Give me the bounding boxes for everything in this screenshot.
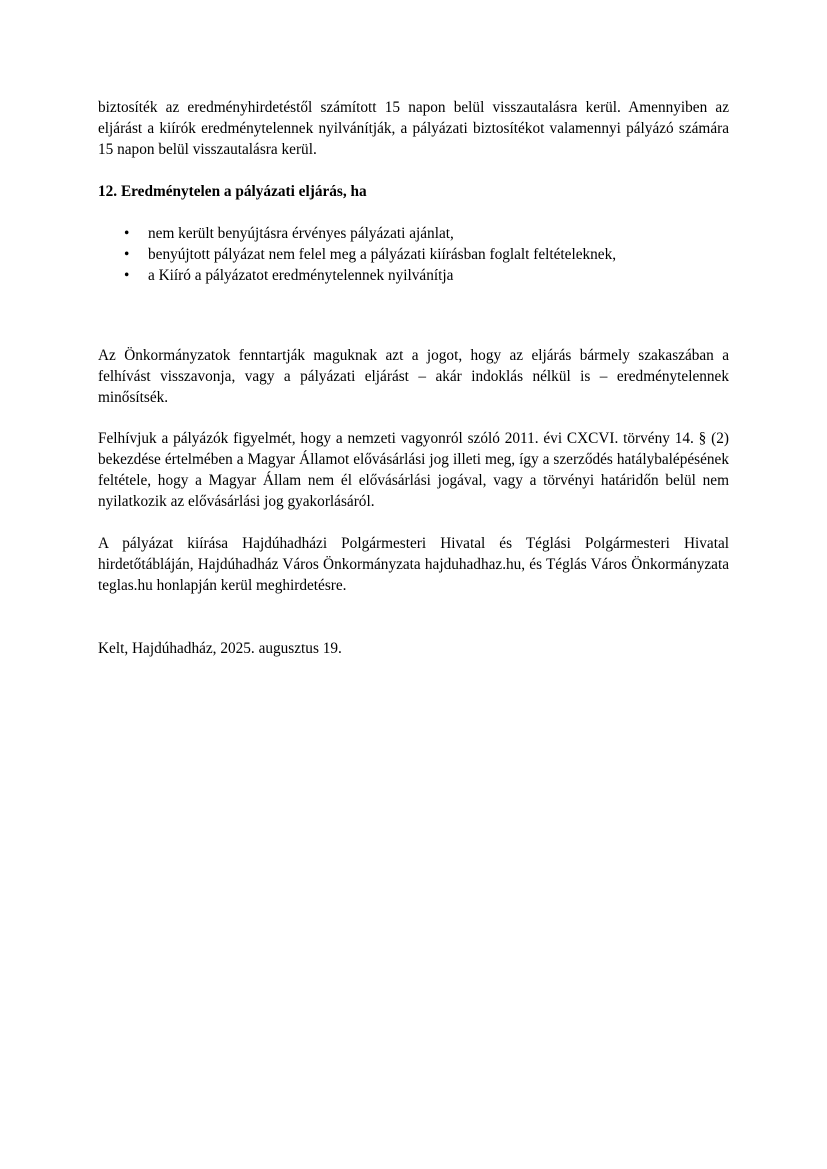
- bullet-icon: •: [124, 267, 130, 284]
- list-item: [98, 223, 729, 244]
- bullet-icon: •: [124, 246, 130, 263]
- list-item-text: nem került benyújtásra érvényes pályázati ajánlat,: [148, 225, 454, 242]
- bullet-icon: •: [124, 225, 130, 242]
- list-item-text: a Kiíró a pályázatot eredménytelennek nyilvánítja: [148, 267, 454, 284]
- document-page: [98, 97, 729, 659]
- section-heading: 12. Eredménytelen a pályázati eljárás, ha: [98, 183, 367, 200]
- date-line: Kelt, Hajdúhadház, 2025. augusztus 19.: [98, 640, 342, 657]
- list-item-text: benyújtott pályázat nem felel meg a pályázati kiírásban foglalt feltételeknek,: [148, 246, 617, 263]
- paragraph-preemption-notice: Felhívjuk a pályázók figyelmét, hogy a nemzeti vagyonról szóló 2011. évi CXCVI. törvény 14. § (2) bekezdése értelmében a Magyar Államot elővásárlási jog illeti meg, így a szerződés hatálybalépésének feltétele, hogy a Magyar Állam nem él elővásárlási jogával, vagy a törvényi határidőn belül nem nyilatkozik az elővásárlási jog gyakorlásáról.: [98, 430, 729, 510]
- paragraph-deposit-refund: biztosíték az eredményhirdetéstől számított 15 napon belül visszautalásra kerül. Amennyiben az eljárást a kiírók eredménytelennek nyilvánítják, a pályázati biztosítékot valamennyi pályázó számára 15 napon belül visszautalásra kerül.: [98, 99, 729, 158]
- conditions-list: [98, 223, 729, 286]
- list-item: [98, 265, 729, 286]
- list-item: [98, 244, 729, 265]
- paragraph-reservation-of-rights: Az Önkormányzatok fenntartják maguknak azt a jogot, hogy az eljárás bármely szakaszában a felhívást visszavonja, vagy a pályázati eljárást – akár indoklás nélkül is – eredménytelennek minősítsék.: [98, 347, 729, 406]
- paragraph-publication: A pályázat kiírása Hajdúhadházi Polgármesteri Hivatal és Téglási Polgármesteri Hivatal hirdetőtábláján, Hajdúhadház Város Önkormányzata hajduhadhaz.hu, és Téglás Város Önkormányzata teglas.hu honlapján kerül meghirdetésre.: [98, 535, 729, 594]
